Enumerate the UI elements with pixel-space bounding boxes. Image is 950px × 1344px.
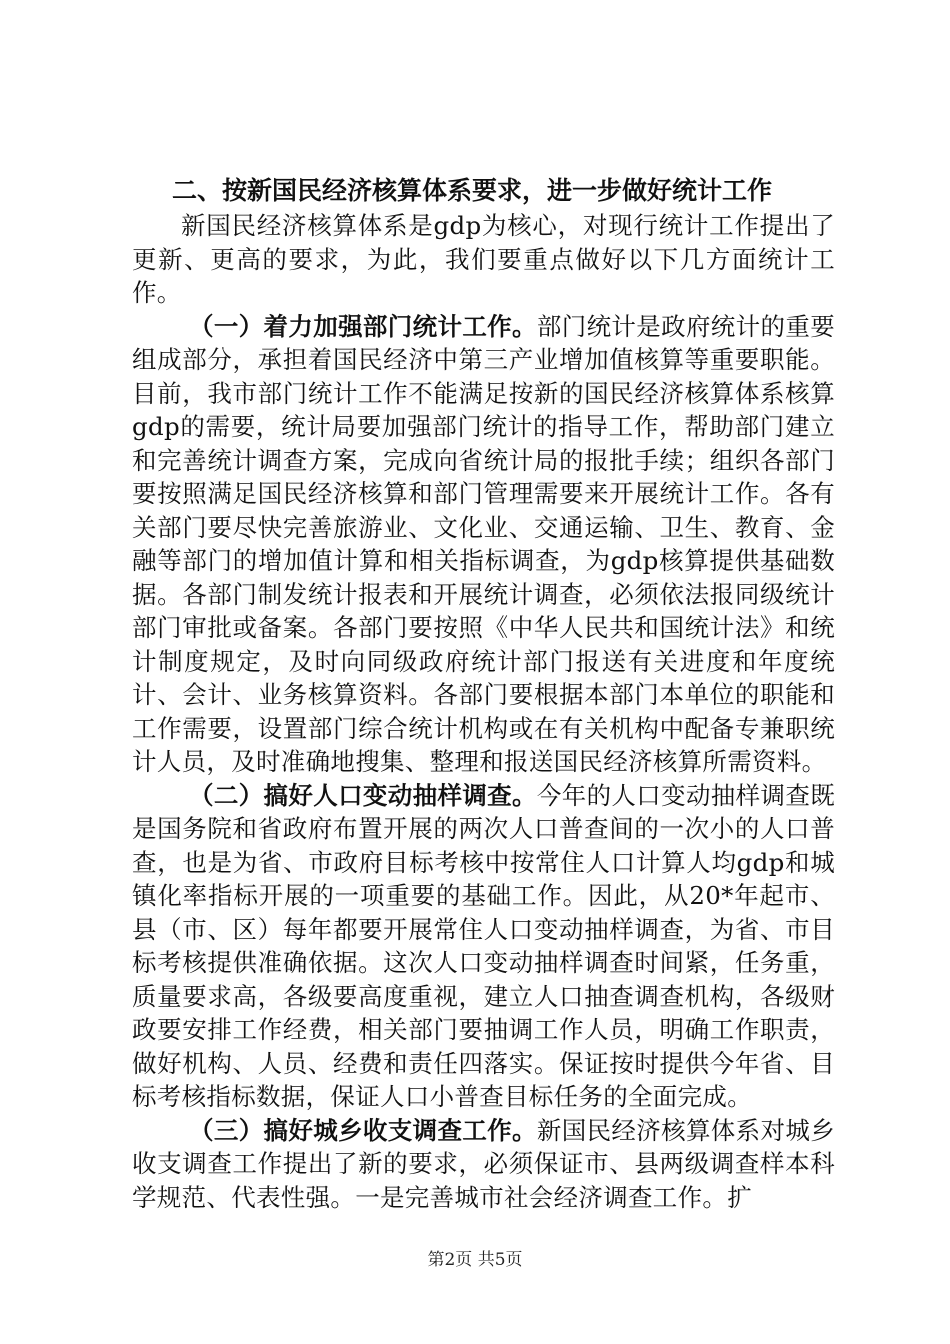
paragraph-text: 新国民经济核算体系对城乡收支调查工作提出了新的要求，必须保证市、县两级调查样本科学规范、代表性强。一是完善城市社会经济调查工作。扩 (132, 1115, 835, 1212)
paragraph-text: 今年的人口变动抽样调查既是国务院和省政府布置开展的两次人口普查间的一次小的人口普查，也是为省、市政府目标考核中按常住人口计算人均gdp和城镇化率指标开展的一项重要的基础工作。因此，从20*年起市、县（市、区）每年都要开展常住人口变动抽样调查，为省、市目标考核提供准确依据。这次人口变动抽样调查时间紧，任务重，质量要求高，各级要高度重视，建立人口抽查调查机构，各级财政要安排工作经费，相关部门要抽调工作人员，明确工作职责，做好机构、人员、经费和责任四落实。保证按时提供今年省、目标考核指标数据，保证人口小普查目标任务的全面完成。 (132, 780, 835, 1111)
paragraph-text: 部门统计是政府统计的重要组成部分，承担着国民经济中第三产业增加值核算等重要职能。目前，我市部门统计工作不能满足按新的国民经济核算体系核算gdp的需要，统计局要加强部门统计的指导工作，帮助部门建立和完善统计调查方案，完成向省统计局的报批手续；组织各部门要按照满足国民经济核算和部门管理需要来开展统计工作。各有关部门要尽快完善旅游业、文化业、交通运输、卫生、教育、金融等部门的增加值计算和相关指标调查，为gdp核算提供基础数据。各部门制发统计报表和开展统计调查，必须依法报同级统计部门审批或备案。各部门要按照《中华人民共和国统计法》和统计制度规定，及时向同级政府统计部门报送有关进度和年度统计、会计、业务核算资料。各部门要根据本部门本单位的职能和工作需要，设置部门综合统计机构或在有关机构中配备专兼职统计人员，及时准确地搜集、整理和报送国民经济核算所需资料。 (132, 311, 835, 776)
paragraph-text: 新国民经济核算体系是gdp为核心，对现行统计工作提出了更新、更高的要求，为此，我们要重点做好以下几方面统计工作。 (132, 211, 835, 307)
paragraph-lead: （一）着力加强部门统计工作。 (189, 311, 537, 341)
page-number: 第2页 共5页 (427, 1250, 523, 1270)
paragraph-lead: （二）搞好人口变动抽样调查。 (189, 780, 537, 810)
paragraph-section-3 (132, 1114, 835, 1215)
document-body (132, 172, 835, 1214)
paragraph-section-1 (132, 310, 835, 779)
paragraph-lead: （三）搞好城乡收支调查工作。 (189, 1115, 537, 1145)
paragraph-intro (132, 209, 835, 310)
section-heading: 二、按新国民经济核算体系要求，进一步做好统计工作 (172, 176, 773, 205)
paragraph-section-2 (132, 779, 835, 1114)
